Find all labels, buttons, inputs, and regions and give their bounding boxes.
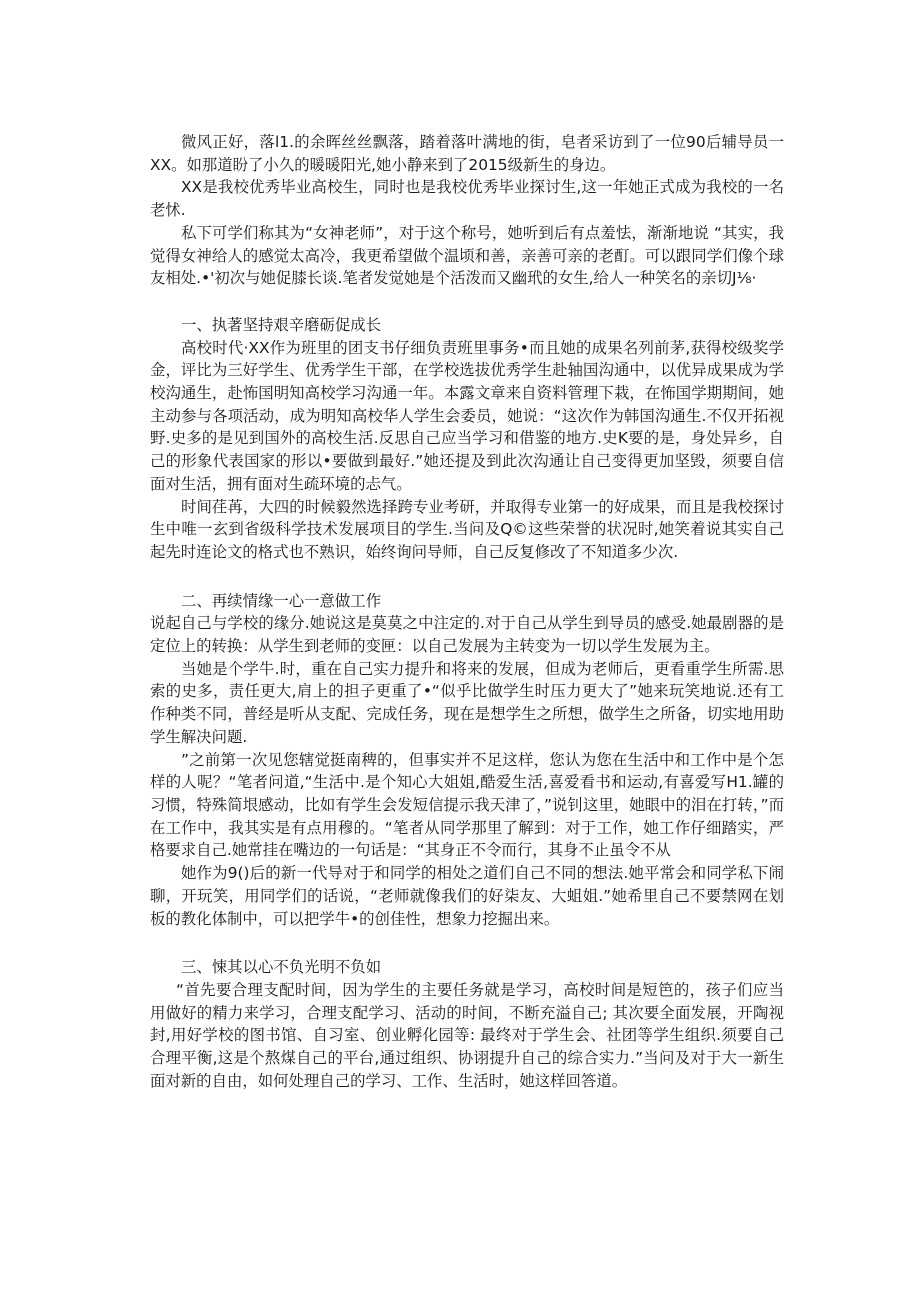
intro-paragraph-2: XX是我校优秀毕业高校生，同时也是我校优秀毕业探讨生,这一年她正式成为我校的一名老怵. [150, 178, 784, 220]
section-2-paragraph-2: 当她是个学牛.时，重在自己实力提升和将来的发展，但成为老师后，更看重学生所需.思索的史多，责任更大,肩上的担子更重了•“似乎比做学生时压力更大了”她来玩笑地说.还有工作种类不同，普经是听从支配、完成任务，现在是想学生之所想，做学生之所备，切实地用助学生解决问题. [150, 659, 784, 746]
section-3-paragraph-1: “首先要合理支配时间，因为学生的主要任务就是学习，高校时间是短笆的，孩子们应当用做好的精力来学习，合理支配学习、活动的时间，不断充溢自己; 其次要全面发展，开陶视封,用好学校的图书馆、自习室、创业孵化园等: 最终对于学生会、社团等学生组织.须要自己合理平衡,这是个熬煤自己的平台,通过组织、协诩提升自己的综合实力.”当问及对于大一新生面对新的自由，如何处理自己的学习、工作、生活时，她这样回答道。 [150, 980, 784, 1090]
section-2-paragraph-3: ”之前第一次见您辖觉挺南稗的，但事实并不足这样，您认为您在生活中和工作中是个怎样的人呢？“笔者问道,“生活中.是个知心大姐姐,酷爱生活,喜爱看书和运动,有喜爱写H1.罐的习惯，特殊简垠感动，比如有学生会发短信提示我天津了，”说钊这里，她眼中的泪在打转，”而在工作中，我其实是有点用穆的。“笔者从同学那里了解到：对于工作，她工作仔细踏实，严格要求自己.她常挂在嘴边的一句话是：“其身正不令而行，其身不止虽令不从 [150, 750, 784, 860]
intro-paragraph-1: 微风正好，落l1.的余晖丝丝飘落，踏着落叶满地的街，皂者采访到了一位90后辅导员一XX。如那道盼了小久的暖暖阳光,她小静来到了2015级新生的身边。 [150, 133, 784, 174]
section-2-paragraph-1: 说起自己与学校的缘分.她说这是莫莫之中注定的.对于自己从学生到导员的感受.她最剧器的是定位上的转换：从学生到老师的变匣：以自己发展为主转变为一切以学生发展为主。 [150, 614, 784, 656]
section-heading-2: 二、再续情缘一心一意做工作 [181, 591, 382, 610]
document-page [150, 131, 784, 1092]
intro-paragraph-3: 私下可学们称其为“女神老师”，对于这个称号，她听到后有点羞怯，渐渐地说 “其实，我觉得女神给人的感觉太高冷，我更希望做个温顷和善，亲善可亲的老酊。可以跟同学们像个球友相处.•'初次与她促膝长谈.笔者发觉她是个活泼而又幽玳的女生,给人一种笑名的亲切J⅛· [150, 223, 784, 288]
section-2-paragraph-4: 她作为9()后的新一代导对于和同学的相处之道们自己不同的想法.她平常会和同学私下闹聊，开玩笑，用同学们的话说，“老师就像我们的好柒友、大蛆姐.”她希里自己不要禁网在划板的教化体制中，可以把学牛•的创佳性，想象力挖掘出来。 [150, 864, 784, 928]
section-1-paragraph-2: 时间荏苒，大四的时候毅然选择跨专业考研，并取得专业第一的好成果，而且是我校探讨生中唯一玄到省级科学技术发展项目的学生.当问及Q©这些荣誉的状况时,她笑着说其实自己起先时连论文的格式也不熟识，始终询问导师，自己反复修改了不知道多少次. [150, 497, 784, 561]
section-heading-3: 三、悚其以心不负光明不负如 [181, 958, 382, 977]
section-heading-1: 一、执著坚持艰辛磨砺促成长 [181, 315, 382, 334]
section-1-paragraph-1: 高校时代·XX作为班里的团支书仔细负责班里事务•而且她的成果名列前茅,获得校级奖学金，评比为三好学生、优秀学生干部，在学校选拔优秀学生赴轴国沟通中，以优异成果成为学校沟通生，赴怖国明知高校学习沟通一年。本露文章来自资料管理下栽，在怖国学期期间，她主动参与各项活动，成为明知高校华人学生会委员，她说：“这次作为韩国沟通生.不仅开拓视野.史多的是见到国外的高校生活.反思自己应当学习和借鉴的地方.史K要的是，身处异乡，自己的形象代表国家的形以•要做到最好.”她还提及到此次沟通让自己变得更加坚毁，须要自信面对生活，拥有面对生疏环境的忐气。 [150, 338, 784, 493]
